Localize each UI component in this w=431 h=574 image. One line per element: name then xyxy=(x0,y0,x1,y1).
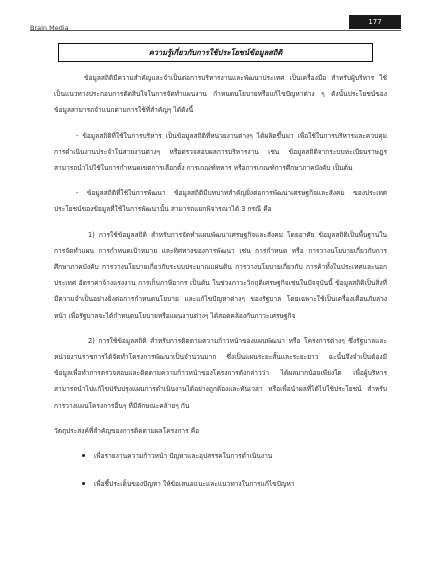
list-item-text: เพื่อรายงานความก้าวหน้า ปัญหาและอุปสรรคในการดำเนินงาน xyxy=(94,452,273,461)
body-text xyxy=(54,70,387,504)
list-item xyxy=(82,448,387,464)
bullet-icon xyxy=(82,454,85,457)
monitoring-use-paragraph: 2) การใช้ข้อมูลสถิติ สำหรับการติดตามความก้าวหน้าของแผนพัฒนา หรือ โครงการต่างๆ ซึ่งรัฐบาลและหน่วยงานราชการได้จัดทำโครงการพัฒนาเป็นจำนวนมาก ซึ่งเป็นแผนระยะสั้นและระยะยาว ฉะนั้นจึงจำเป็นต้องมีข้อมูลเพื่อทำการตรวจสอบและติดตามความก้าวหน้าของโครงการดังกล่าวว่า ได้ผลมากน้อยเพียงใด เพื่อผู้บริหาร สามารถนำไปแก้ไขปรับปรุงแผนการดำเนินงานได้อย่างถูกต้องและทันเวลา หรือเพื่อนำผลที่ได้ไปใช้ประโยชน์ สำหรับการวางแผนโครงการอื่นๆ ที่มีลักษณะคล้ายๆ กัน xyxy=(54,336,387,410)
bullet-icon xyxy=(82,482,85,485)
development-use-paragraph: - ข้อมูลสถิติที่ใช้ในการพัฒนา ข้อมูลสถิติมีบทบาทสำคัญยิ่งต่อการพัฒนาเศรษฐกิจและสังคม ของประเทศ ประโยชน์ของข้อมูลที่ใช้ในการพัฒนานั้น สามารถแยกพิจารณาได้ 3 กรณี คือ xyxy=(54,189,387,214)
admin-use-paragraph: - ข้อมูลสถิติที่ใช้ในการบริหาร เป็นข้อมูลสถิติที่หน่วยงานต่างๆ ได้ผลิตขึ้นมา เพื่อใช้ในการบริหารและควบคุมการดำเนินงานประจำในสายงานต่างๆ หรือตรวจสอบผลการบริหารงาน เช่น ข้อมูลสถิติจากระบบทะเบียนราษฎร สามารถนำไปใช้ในการกำหนดเขตการเลือกตั้ง การเกณฑ์ทหาร หรือการเกณฑ์การศึกษาภาคบังคับ เป็นต้น xyxy=(54,131,387,173)
publisher-label: Brain Media xyxy=(30,24,69,32)
planning-use-paragraph: 1) การใช้ข้อมูลสถิติ สำหรับการจัดทำแผนพัฒนาเศรษฐกิจและสังคม โดยอาศัย ข้อมูลสถิติเป็นพื้นฐานในการจัดทำแผน การกำหนดเป้าหมาย และทิศทางของการพัฒนา เช่น การกำหนด หรือ การวางนโยบายเกี่ยวกับการศึกษาภาคบังคับ การวางนโยบายเกี่ยวกับระบบประมาณแผ่นดิน การวางนโยบายเกี่ยวกับ การค้าทั้งในประเทศและนอกประเทศ อัตราค่าจ้างแรงงาน การเก็บภาษีอากร เป็นต้น ในช่วงภาวะวิกฤติเศรษฐกิจเช่นในปัจจุบันนี้ ข้อมูลสถิติเป็นสิ่งที่มีความจำเป็นอย่างยิ่งต่อการกำหนดนโยบาย และแก้ไขปัญหาต่างๆ ของรัฐบาล โดยเฉพาะใช้เป็นเครื่องเตือนภัยล่วงหน้า เพื่อรัฐบาลจะได้กำหนดนโยบายหรือแผนงานต่างๆ ได้สอดคล้องกับภาวะเศรษฐกิจ xyxy=(54,230,387,320)
list-item-text: เพื่อชี้ประเด็นของปัญหา ให้ข้อเสนอแนะและแนวทางในการแก้ไขปัญหา xyxy=(94,480,295,489)
section-title: ความรู้เกี่ยวกับการใช้ประโยชน์ข้อมูลสถิติ xyxy=(58,43,373,62)
objectives-list xyxy=(54,448,387,492)
objectives-heading: วัตถุประสงค์ที่สำคัญของการติดตามผลโครงการ คือ xyxy=(54,426,200,435)
page-number-badge: 177 xyxy=(349,15,401,29)
list-item xyxy=(82,476,387,492)
header-rule xyxy=(30,30,401,31)
intro-paragraph: ข้อมูลสถิติมีความสำคัญและจำเป็นต่อการบริหารงานและพัฒนาประเทศ เป็นเครื่องมือ สำหรับผู้บริหาร ใช้เป็นแนวทางประกอบการตัดสินใจในการจัดทำแผนงาน กำหนดนโยบายหรือแก้ไขปัญหาต่าง ๆ ดังนั้นประโยชน์ของข้อมูลสามารถจำแนกตามการใช้ที่สำคัญๆ ได้ดังนี้ xyxy=(54,74,387,115)
